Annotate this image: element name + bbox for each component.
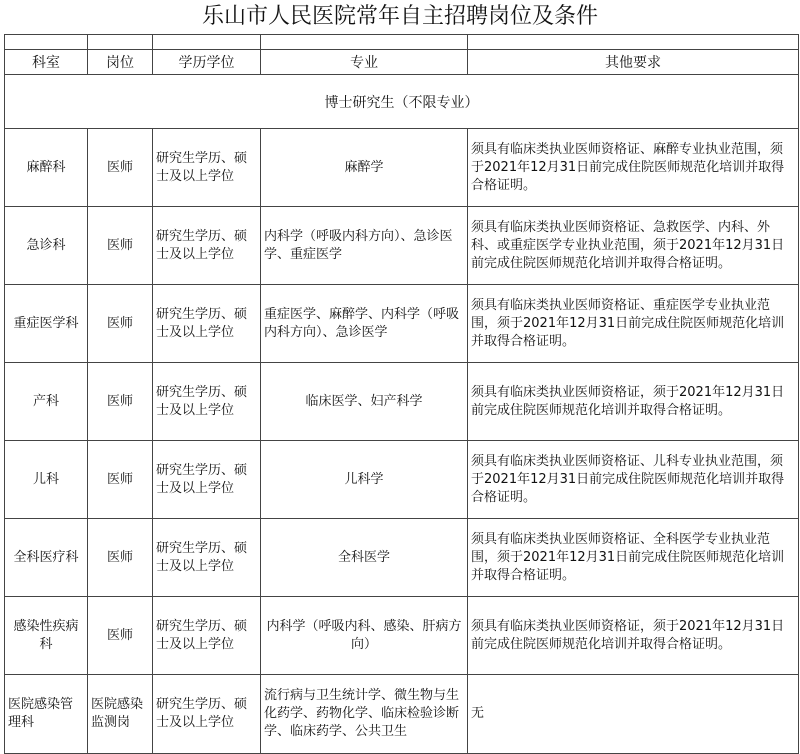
header-row <box>5 50 799 75</box>
section-row <box>5 75 799 129</box>
table-row <box>5 285 799 363</box>
cell-edu[interactable]: 研究生学历、硕士及以上学位 <box>153 519 261 597</box>
header-req[interactable]: 其他要求 <box>468 50 799 75</box>
cell-edu[interactable]: 研究生学历、硕士及以上学位 <box>153 129 261 207</box>
cell-dept[interactable]: 重症医学科 <box>5 285 88 363</box>
header-post[interactable]: 岗位 <box>88 50 153 75</box>
blank-row <box>5 35 799 50</box>
cell-req[interactable]: 须具有临床类执业医师资格证、全科医学专业执业范围，须于2021年12月31日前完成住院医师规范化培训并取得合格证明。 <box>468 519 799 597</box>
cell-dept[interactable]: 医院感染管理科 <box>5 675 88 754</box>
cell-post[interactable]: 医师 <box>88 129 153 207</box>
cell-post[interactable]: 医师 <box>88 441 153 519</box>
cell-post[interactable]: 医师 <box>88 519 153 597</box>
blank-cell[interactable] <box>153 35 261 50</box>
cell-post[interactable]: 医院感染监测岗 <box>88 675 153 754</box>
cell-post[interactable]: 医师 <box>88 363 153 441</box>
blank-cell[interactable] <box>5 35 88 50</box>
cell-edu[interactable]: 研究生学历、硕士及以上学位 <box>153 285 261 363</box>
recruitment-table <box>4 34 799 754</box>
cell-post[interactable]: 医师 <box>88 597 153 675</box>
cell-edu[interactable]: 研究生学历、硕士及以上学位 <box>153 597 261 675</box>
cell-req[interactable]: 须具有临床类执业医师资格证，须于2021年12月31日前完成住院医师规范化培训并取得合格证明。 <box>468 363 799 441</box>
cell-post[interactable]: 医师 <box>88 285 153 363</box>
section-title[interactable]: 博士研究生（不限专业） <box>5 75 799 129</box>
cell-req[interactable]: 须具有临床类执业医师资格证、重症医学专业执业范围，须于2021年12月31日前完成住院医师规范化培训并取得合格证明。 <box>468 285 799 363</box>
cell-post[interactable]: 医师 <box>88 207 153 285</box>
table-row <box>5 441 799 519</box>
table-row <box>5 597 799 675</box>
cell-major[interactable]: 内科学（呼吸内科方向）、急诊医学、重症医学 <box>261 207 468 285</box>
table-row <box>5 207 799 285</box>
cell-req[interactable]: 须具有临床类执业医师资格证、急救医学、内科、外科、或重症医学专业执业范围，须于2021年12月31日前完成住院医师规范化培训并取得合格证明。 <box>468 207 799 285</box>
cell-major[interactable]: 流行病与卫生统计学、微生物与生化药学、药物化学、临床检验诊断学、临床药学、公共卫生 <box>261 675 468 754</box>
cell-major[interactable]: 全科医学 <box>261 519 468 597</box>
cell-edu[interactable]: 研究生学历、硕士及以上学位 <box>153 363 261 441</box>
blank-cell[interactable] <box>468 35 799 50</box>
cell-major[interactable]: 重症医学、麻醉学、内科学（呼吸内科方向）、急诊医学 <box>261 285 468 363</box>
cell-edu[interactable]: 研究生学历、硕士及以上学位 <box>153 675 261 754</box>
cell-edu[interactable]: 研究生学历、硕士及以上学位 <box>153 207 261 285</box>
cell-major[interactable]: 内科学（呼吸内科、感染、肝病方向） <box>261 597 468 675</box>
header-major[interactable]: 专业 <box>261 50 468 75</box>
cell-major[interactable]: 儿科学 <box>261 441 468 519</box>
cell-req[interactable]: 须具有临床类执业医师资格证、麻醉专业执业范围，须于2021年12月31日前完成住院医师规范化培训并取得合格证明。 <box>468 129 799 207</box>
cell-dept[interactable]: 急诊科 <box>5 207 88 285</box>
cell-edu[interactable]: 研究生学历、硕士及以上学位 <box>153 441 261 519</box>
header-edu[interactable]: 学历学位 <box>153 50 261 75</box>
table-row <box>5 675 799 754</box>
cell-dept[interactable]: 儿科 <box>5 441 88 519</box>
table-row <box>5 519 799 597</box>
cell-dept[interactable]: 麻醉科 <box>5 129 88 207</box>
cell-dept[interactable]: 感染性疾病科 <box>5 597 88 675</box>
header-dept[interactable]: 科室 <box>5 50 88 75</box>
table-row <box>5 129 799 207</box>
cell-req[interactable]: 无 <box>468 675 799 754</box>
cell-req[interactable]: 须具有临床类执业医师资格证，须于2021年12月31日前完成住院医师规范化培训并取得合格证明。 <box>468 597 799 675</box>
blank-cell[interactable] <box>261 35 468 50</box>
cell-major[interactable]: 临床医学、妇产科学 <box>261 363 468 441</box>
page-title: 乐山市人民医院常年自主招聘岗位及条件 <box>201 4 598 29</box>
cell-req[interactable]: 须具有临床类执业医师资格证、儿科专业执业范围，须于2021年12月31日前完成住院医师规范化培训并取得合格证明。 <box>468 441 799 519</box>
blank-cell[interactable] <box>88 35 153 50</box>
cell-dept[interactable]: 产科 <box>5 363 88 441</box>
cell-dept[interactable]: 全科医疗科 <box>5 519 88 597</box>
table-row <box>5 363 799 441</box>
cell-major[interactable]: 麻醉学 <box>261 129 468 207</box>
